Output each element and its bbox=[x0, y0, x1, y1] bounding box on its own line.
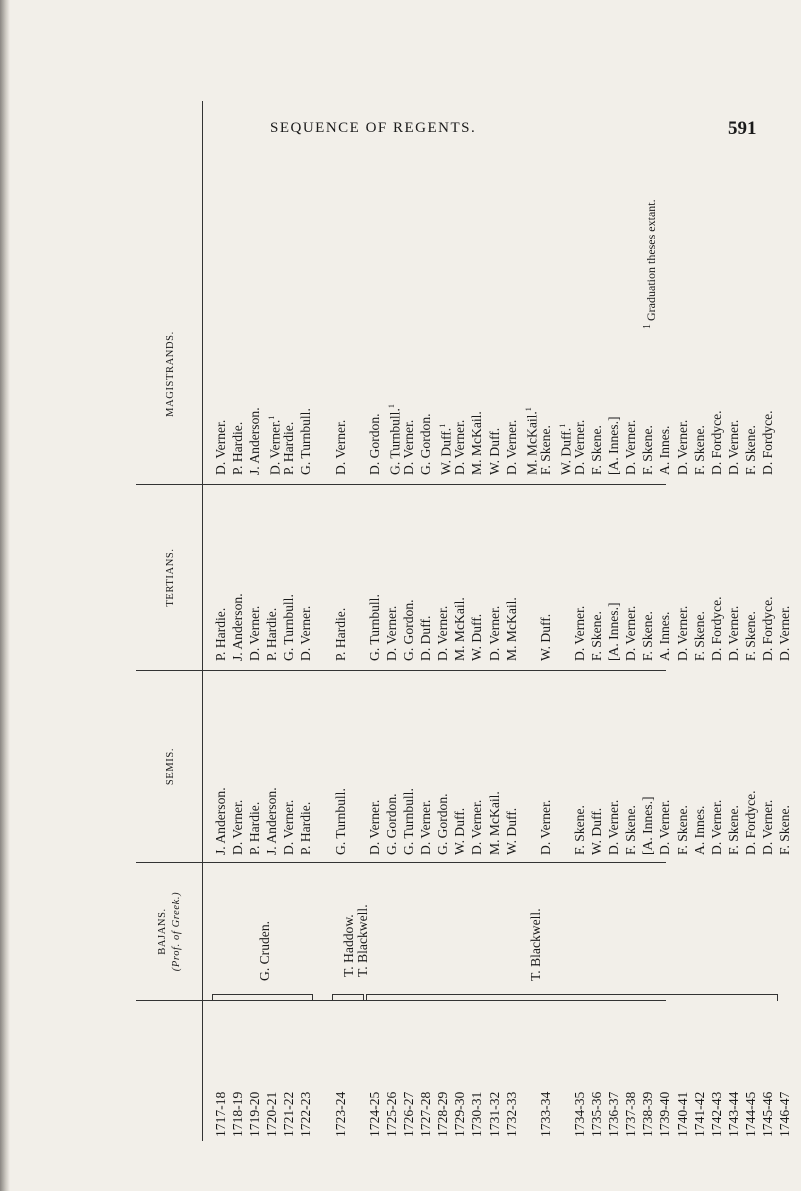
magistrands-cell: D. Gordon. bbox=[366, 413, 382, 475]
year-cell: 1720-21 bbox=[264, 1091, 280, 1137]
tertians-cell: D. Fordyce. bbox=[760, 596, 775, 661]
year-cell: 1736-37 bbox=[606, 1091, 622, 1137]
page-number: 591 bbox=[728, 118, 757, 139]
semis-cell: F. Skene. bbox=[725, 805, 741, 855]
year-cell: 1726-27 bbox=[401, 1091, 417, 1137]
tertians-column bbox=[212, 593, 793, 661]
footnote-ref: 1 bbox=[267, 415, 277, 420]
magistrands-cell: G. Turnbull.$^1$ bbox=[386, 404, 403, 475]
footnote-ref: 1 bbox=[557, 423, 567, 428]
tertians-cell: D. Verner. bbox=[383, 605, 399, 661]
bajans-cell: G. Cruden. bbox=[257, 920, 273, 981]
year-cell: 1742-43 bbox=[708, 1091, 724, 1137]
tertians-cell: D. Verner. bbox=[725, 605, 741, 661]
year-cell: 1730-31 bbox=[469, 1091, 485, 1137]
year-cell bbox=[520, 1092, 537, 1137]
tertians-cell: D. Verner. bbox=[298, 605, 314, 661]
tertians-cell: D. Verner. bbox=[623, 605, 639, 661]
magistrands-cell: W. Duff.$^1$ bbox=[557, 423, 574, 475]
semis-header: SEMIS. bbox=[165, 747, 176, 786]
magistrands-cell: A. Innes. bbox=[657, 425, 673, 475]
magistrands-cell: D. Verner. bbox=[623, 419, 639, 475]
tertians-cell: D. Verner. bbox=[674, 605, 690, 661]
year-cell: 1741-42 bbox=[691, 1091, 707, 1137]
tertians-cell: A. Innes. bbox=[657, 611, 673, 661]
magistrands-cell: F. Skene. bbox=[742, 425, 758, 475]
tertians-cell: F. Skene. bbox=[589, 611, 605, 661]
tertians-cell: W. Duff. bbox=[537, 613, 553, 661]
semis-cell: G. Turnbull. bbox=[332, 788, 348, 855]
semis-cell: F. Skene. bbox=[623, 805, 639, 855]
magistrands-cell: G. Turnbull. bbox=[298, 408, 314, 475]
footnote-text: Graduation theses extant. bbox=[644, 199, 658, 321]
tertians-cell: D. Duff. bbox=[418, 615, 434, 661]
tertians-cell: D. Fordyce. bbox=[708, 596, 724, 661]
tertians-cell: D. Verner. bbox=[571, 605, 587, 661]
semis-column bbox=[212, 787, 793, 855]
footnote-ref: 1 bbox=[523, 407, 533, 412]
tertians-cell: W. Duff. bbox=[469, 613, 485, 661]
tertians-cell: P. Hardie. bbox=[332, 607, 348, 661]
year-cell: 1732-33 bbox=[503, 1091, 519, 1137]
tertians-header: TERTIANS. bbox=[165, 548, 176, 607]
tertians-cell: M. McKail. bbox=[452, 597, 468, 661]
col-divider bbox=[136, 484, 666, 485]
semis-cell: D. Verner. bbox=[230, 799, 246, 855]
tertians-cell: [A. Innes.] bbox=[606, 602, 622, 661]
year-cell: 1723-24 bbox=[332, 1091, 348, 1137]
bajans-cell: T. Blackwell. bbox=[527, 908, 543, 981]
semis-cell: J. Anderson. bbox=[213, 787, 228, 855]
magistrands-cell: F. Skene. bbox=[691, 425, 707, 475]
magistrands-cell: G. Gordon. bbox=[418, 413, 434, 475]
tertians-cell bbox=[554, 593, 571, 661]
bajans-cell: T. Haddow. bbox=[341, 914, 357, 977]
year-cell bbox=[315, 1092, 332, 1137]
semis-cell: W. Duff. bbox=[589, 807, 605, 855]
semis-cell: W. Duff. bbox=[452, 807, 468, 855]
year-cell: 1717-18 bbox=[213, 1091, 228, 1137]
year-cell: 1746-47 bbox=[777, 1091, 793, 1137]
magistrands-cell: F. Skene. bbox=[640, 425, 656, 475]
semis-cell: J. Anderson. bbox=[264, 787, 280, 855]
year-cell bbox=[554, 1092, 571, 1137]
semis-cell: G. Turnbull. bbox=[401, 788, 417, 855]
semis-cell: D. Verner. bbox=[537, 799, 553, 855]
magistrands-cell bbox=[349, 404, 366, 475]
magistrands-header: MAGISTRANDS. bbox=[165, 331, 176, 417]
magistrands-cell: J. Anderson. bbox=[247, 407, 263, 475]
tertians-cell bbox=[315, 593, 332, 661]
semis-cell: F. Skene. bbox=[777, 805, 793, 855]
semis-cell: D. Verner. bbox=[366, 799, 382, 855]
semis-cell: D. Fordyce. bbox=[742, 790, 758, 855]
semis-cell: D. Verner. bbox=[657, 799, 673, 855]
year-cell: 1718-19 bbox=[230, 1091, 246, 1137]
year-cell: 1738-39 bbox=[640, 1091, 656, 1137]
year-cell: 1719-20 bbox=[247, 1091, 263, 1137]
year-cell: 1743-44 bbox=[725, 1091, 741, 1137]
tertians-cell: G. Gordon. bbox=[401, 599, 417, 661]
tertians-cell: F. Skene. bbox=[640, 611, 656, 661]
semis-cell: G. Gordon. bbox=[435, 793, 451, 855]
semis-cell: D. Verner. bbox=[760, 799, 775, 855]
year-cell: 1733-34 bbox=[537, 1091, 553, 1137]
bajans-brace bbox=[332, 994, 364, 1001]
magistrands-cell: M. McKail. bbox=[469, 411, 485, 475]
bajans-header bbox=[156, 863, 184, 1000]
tertians-cell: P. Hardie. bbox=[213, 607, 228, 661]
col-divider bbox=[136, 670, 666, 671]
magistrands-cell: M. McKail.$^1$ bbox=[523, 407, 540, 475]
header-rule bbox=[202, 101, 203, 1141]
semis-cell: G. Gordon. bbox=[383, 793, 399, 855]
magistrands-cell: W. Duff.$^1$ bbox=[438, 423, 454, 475]
magistrands-cell: D. Verner. bbox=[401, 419, 417, 475]
bajans-title: BAJANS. bbox=[157, 908, 168, 955]
magistrands-column bbox=[212, 404, 776, 475]
magistrands-cell: P. Hardie. bbox=[281, 421, 297, 475]
semis-cell bbox=[315, 787, 332, 855]
tertians-cell: D. Verner. bbox=[777, 605, 793, 661]
magistrands-cell: D. Verner. bbox=[452, 419, 468, 475]
year-cell: 1728-29 bbox=[435, 1091, 451, 1137]
years-column bbox=[212, 1092, 793, 1137]
tertians-cell: P. Hardie. bbox=[264, 607, 280, 661]
magistrands-cell: D. Verner. bbox=[674, 419, 690, 475]
semis-cell: F. Skene. bbox=[674, 805, 690, 855]
year-cell: 1724-25 bbox=[366, 1091, 382, 1137]
magistrands-cell: D. Verner. bbox=[571, 419, 587, 475]
semis-cell: D. Verner. bbox=[469, 799, 485, 855]
magistrands-cell: D. Verner. bbox=[503, 419, 519, 475]
year-cell: 1725-26 bbox=[383, 1091, 399, 1137]
magistrands-cell: D. Verner. bbox=[213, 419, 228, 475]
magistrands-cell: D. Verner. bbox=[332, 419, 348, 475]
tertians-cell: D. Verner. bbox=[486, 605, 502, 661]
magistrands-cell: P. Hardie. bbox=[230, 421, 246, 475]
year-cell: 1727-28 bbox=[418, 1091, 434, 1137]
year-cell: 1739-40 bbox=[657, 1091, 673, 1137]
year-cell: 1745-46 bbox=[760, 1091, 775, 1137]
tertians-cell: D. Verner. bbox=[435, 605, 451, 661]
magistrands-cell: D. Verner.$^1$ bbox=[267, 415, 283, 475]
year-cell: 1744-45 bbox=[742, 1091, 758, 1137]
semis-cell: D. Verner. bbox=[281, 799, 297, 855]
footnote-ref: 1 bbox=[386, 404, 396, 409]
tertians-cell: D. Verner. bbox=[247, 605, 263, 661]
bajans-cell: T. Blackwell. bbox=[354, 904, 370, 977]
semis-cell: M. McKail. bbox=[486, 791, 502, 855]
year-cell bbox=[349, 1092, 366, 1137]
tertians-cell: J. Anderson. bbox=[230, 593, 246, 661]
year-cell: 1721-22 bbox=[281, 1091, 297, 1137]
magistrands-cell: F. Skene. bbox=[537, 425, 553, 475]
tertians-cell: M. McKail. bbox=[503, 597, 519, 661]
year-cell: 1740-41 bbox=[674, 1091, 690, 1137]
magistrands-cell bbox=[315, 404, 332, 475]
footnote bbox=[642, 199, 659, 329]
semis-cell: F. Skene. bbox=[571, 805, 587, 855]
bajans-brace bbox=[366, 994, 778, 1001]
semis-cell bbox=[554, 787, 571, 855]
year-cell: 1735-36 bbox=[589, 1091, 605, 1137]
semis-cell bbox=[349, 787, 366, 855]
tertians-cell bbox=[349, 593, 366, 661]
semis-cell: D. Verner. bbox=[708, 799, 724, 855]
year-cell: 1729-30 bbox=[452, 1091, 468, 1137]
year-cell: 1722-23 bbox=[298, 1091, 314, 1137]
year-cell: 1731-32 bbox=[486, 1091, 502, 1137]
magistrands-cell: D. Verner. bbox=[725, 419, 741, 475]
tertians-cell: G. Turnbull. bbox=[366, 594, 382, 661]
semis-cell bbox=[520, 787, 537, 855]
col-divider bbox=[136, 862, 666, 863]
bajans-subtitle: (Prof. of Greek.) bbox=[171, 891, 182, 972]
tertians-cell: G. Turnbull. bbox=[281, 594, 297, 661]
footnote-marker: 1 bbox=[642, 324, 653, 329]
running-title: SEQUENCE OF REGENTS. bbox=[270, 120, 477, 136]
semis-cell: W. Duff. bbox=[503, 807, 519, 855]
magistrands-cell: D. Fordyce. bbox=[760, 410, 775, 475]
footnote-ref: 1 bbox=[438, 423, 448, 428]
semis-cell: D. Verner. bbox=[418, 799, 434, 855]
bajans-brace bbox=[212, 994, 313, 1001]
magistrands-cell: W. Duff. bbox=[486, 427, 502, 475]
semis-cell: P. Hardie. bbox=[298, 801, 314, 855]
semis-cell: D. Verner. bbox=[606, 799, 622, 855]
semis-cell: [A. Innes.] bbox=[640, 796, 656, 855]
magistrands-cell: D. Fordyce. bbox=[708, 410, 724, 475]
year-cell: 1734-35 bbox=[571, 1091, 587, 1137]
tertians-cell bbox=[520, 593, 537, 661]
semis-cell: P. Hardie. bbox=[247, 801, 263, 855]
magistrands-cell: [A. Innes.] bbox=[606, 416, 622, 475]
semis-cell: A. Innes. bbox=[691, 805, 707, 855]
tertians-cell: F. Skene. bbox=[691, 611, 707, 661]
tertians-cell: F. Skene. bbox=[742, 611, 758, 661]
magistrands-cell: F. Skene. bbox=[589, 425, 605, 475]
year-cell: 1737-38 bbox=[623, 1091, 639, 1137]
